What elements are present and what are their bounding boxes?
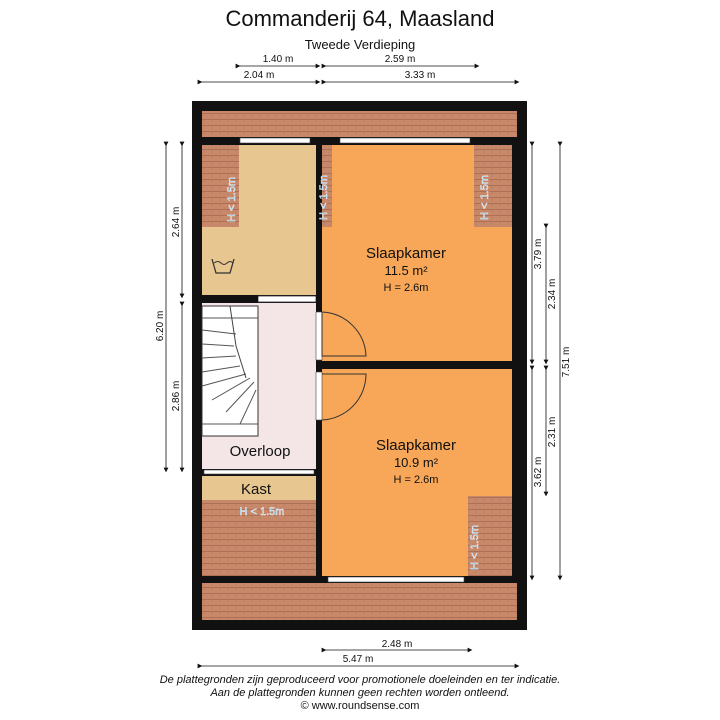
- dim-right-4: 2.31 m: [547, 416, 558, 448]
- dim-right-3: 7.51 m: [561, 346, 572, 378]
- disclaimer-line-2: Aan de plattegronden kunnen geen rechten worden ontleend.: [210, 687, 510, 699]
- dim-top-2: 2.59 m: [384, 54, 416, 65]
- bedroom-2-name: Slaapkamer: [375, 437, 457, 454]
- dimension-lines-right: [532, 144, 560, 578]
- plan-title: Commanderij 64, Maasland: [225, 6, 495, 31]
- dim-left-3: 2.86 m: [171, 380, 182, 412]
- dimension-lines-left: [166, 144, 182, 470]
- height-label-bedroom1-left: H < 1.5m: [318, 175, 330, 220]
- landing-railing: [258, 296, 316, 302]
- dim-left-1: 2.64 m: [171, 206, 182, 238]
- door-opening-2: [316, 372, 322, 420]
- sliding-door-kast: [204, 470, 314, 474]
- dim-left-2: 6.20 m: [155, 310, 166, 342]
- bedroom-2-height: H = 2.6m: [393, 474, 439, 486]
- height-label-bedroom1-right: H < 1.5m: [479, 175, 491, 220]
- disclaimer-line-1: De plattegronden zijn geproduceerd voor promotionele doeleinden en ter indicatie.: [159, 674, 561, 686]
- dim-bottom-1: 2.48 m: [381, 639, 413, 650]
- dim-bottom-2: 5.47 m: [342, 654, 374, 665]
- dim-top-1: 1.40 m: [262, 54, 294, 65]
- kast-name: Kast: [240, 481, 272, 498]
- window-top-right: [340, 138, 470, 143]
- dim-right-1: 3.79 m: [533, 238, 544, 270]
- height-label-bedroom2: H < 1.5m: [469, 525, 481, 570]
- bedroom-1-height: H = 2.6m: [383, 282, 429, 294]
- window-bottom: [328, 577, 464, 582]
- wall-attic-landing: [202, 295, 258, 303]
- roof-top: [202, 111, 517, 137]
- height-label-attic: H < 1.5m: [226, 177, 238, 222]
- dim-right-2: 2.34 m: [547, 278, 558, 310]
- bedroom-1-area: 11.5 m²: [384, 263, 428, 278]
- dim-top-3: 2.04 m: [243, 70, 275, 81]
- door-opening-1: [316, 312, 322, 360]
- landing-name: Overloop: [229, 443, 291, 460]
- dim-right-5: 3.62 m: [533, 456, 544, 488]
- plan-subtitle: Tweede Verdieping: [304, 37, 416, 52]
- window-top-left: [240, 138, 310, 143]
- copyright-line: © www.roundsense.com: [300, 700, 420, 712]
- wall-bedroom-divider: [322, 361, 517, 369]
- height-label-kast: H < 1.5m: [239, 506, 285, 518]
- dim-top-4: 3.33 m: [404, 70, 436, 81]
- bedroom-1-name: Slaapkamer: [365, 245, 447, 262]
- staircase: [202, 306, 258, 436]
- bedroom-2-area: 10.9 m²: [393, 455, 439, 470]
- roof-bottom: [202, 583, 517, 620]
